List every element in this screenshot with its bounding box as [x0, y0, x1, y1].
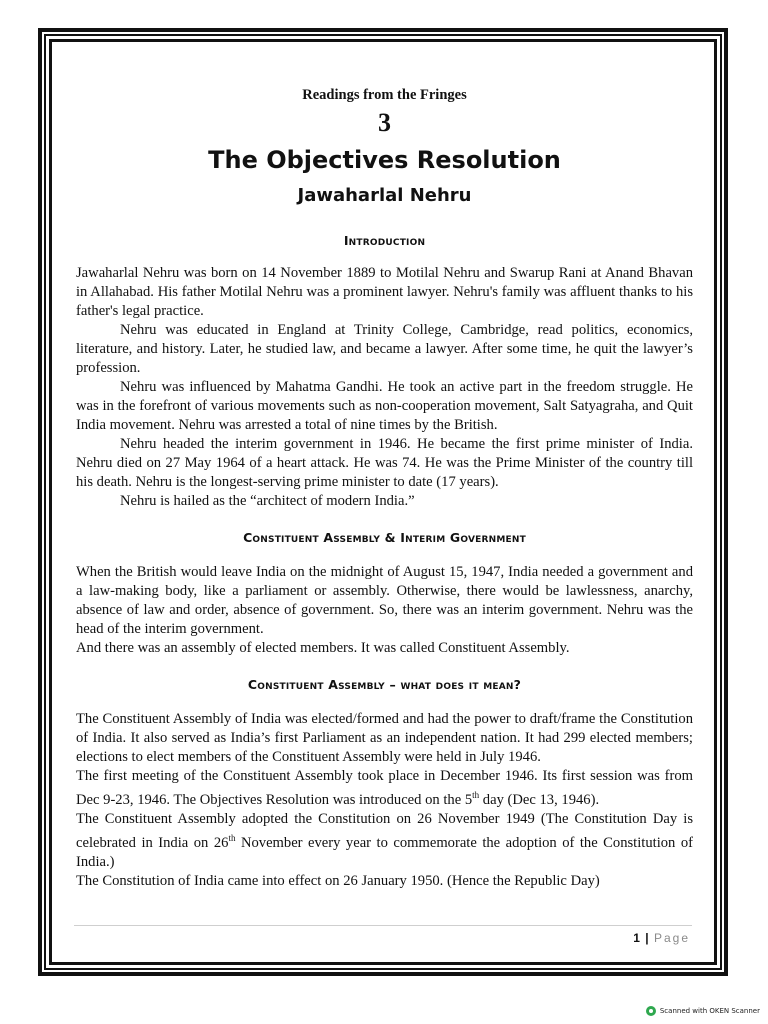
chapter-title: The Objectives Resolution — [208, 146, 561, 174]
author-name: Jawaharlal Nehru — [297, 185, 472, 206]
meaning-paragraph-3 — [76, 810, 693, 872]
intro-paragraph-2: Nehru was educated in England at Trinity College, Cambridge, read politics, economics, literature, and history. Later, he studied law, and became a lawyer. After some time, he quit the lawyer’s profession. — [76, 322, 693, 376]
intro-paragraph-1: Jawaharlal Nehru was born on 14 November 1889 to Motilal Nehru and Swarup Rani at Anand Bhavan in Allahabad. His father Motilal Nehru was a prominent lawyer. Nehru's family was affluent thanks to his father's legal practice. — [76, 265, 693, 319]
page-number: 1 — [633, 931, 640, 945]
chapter-number: 3 — [378, 108, 391, 137]
ordinal-superscript: th — [472, 790, 480, 800]
ordinal-superscript: th — [228, 832, 236, 843]
meaning-paragraph-3-text-b: November every year to commemorate the adoption of the Constitution of India.) — [76, 834, 693, 870]
page-separator: | — [645, 931, 649, 945]
page-number-footer — [633, 931, 690, 945]
meaning-paragraph-1: The Constituent Assembly of India was elected/formed and had the power to draft/frame the Constitution of India. It also served as India’s first Parliament as an independent nation. It had 299 elected members; elections to elect members of the Constituent Assembly were held in July 1946. — [76, 711, 693, 765]
meaning-paragraph-2 — [76, 767, 693, 810]
series-title: Readings from the Fringes — [302, 87, 467, 103]
document-body — [76, 86, 693, 891]
assembly-paragraph-1: When the British would leave India on the midnight of August 15, 1947, India needed a government and a law-making body, like a parliament or assembly. Otherwise, there would be lawlessness, anarchy, absence of law and order, absence of government. So, there was an interim government. Nehru was the head of the interim government. — [76, 564, 693, 637]
meaning-paragraph-4: The Constitution of India came into effect on 26 January 1950. (Hence the Republic Day) — [76, 872, 600, 889]
page-label: Page — [653, 931, 690, 945]
scanner-watermark-text: Scanned with OKEN Scanner — [659, 1007, 760, 1015]
intro-paragraph-4: Nehru headed the interim government in 1946. He became the first prime minister of India. Nehru died on 27 May 1964 of a heart attack. He was 74. He was the Prime Minister of the country till his death. Nehru is the longest-serving prime minister to date (17 years). — [76, 436, 693, 490]
footer-divider — [74, 925, 692, 926]
intro-paragraph-3: Nehru was influenced by Mahatma Gandhi. He took an active part in the freedom struggle. He was in the forefront of various movements such as non-cooperation movement, Salt Satyagraha, and Quit India movement. Nehru was arrested a total of nine times by the British. — [76, 379, 693, 433]
meaning-paragraph-3-text-a: The Constituent Assembly adopted the Constitution on 26 November 1949 (The Constitution Day is celebrated in India on 26 — [76, 810, 693, 851]
meaning-paragraph-2-text-a: The first meeting of the Constituent Assembly took place in December 1946. Its first session was from Dec 9-23, 1946. The Objectives Resolution was introduced on the 5 — [76, 768, 693, 808]
scanner-watermark — [646, 1006, 760, 1016]
section-heading-meaning: Constituent Assembly – what does it mean? — [247, 677, 522, 692]
section-heading-constituent-assembly: Constituent Assembly & Interim Government — [243, 530, 526, 545]
section-heading-introduction: Introduction — [343, 233, 426, 248]
scanner-logo-icon — [646, 1006, 656, 1016]
assembly-paragraph-2: And there was an assembly of elected members. It was called Constituent Assembly. — [76, 640, 570, 656]
intro-paragraph-5: Nehru is hailed as the “architect of modern India.” — [120, 493, 415, 509]
meaning-paragraph-2-text-b: day (Dec 13, 1946). — [479, 791, 600, 808]
